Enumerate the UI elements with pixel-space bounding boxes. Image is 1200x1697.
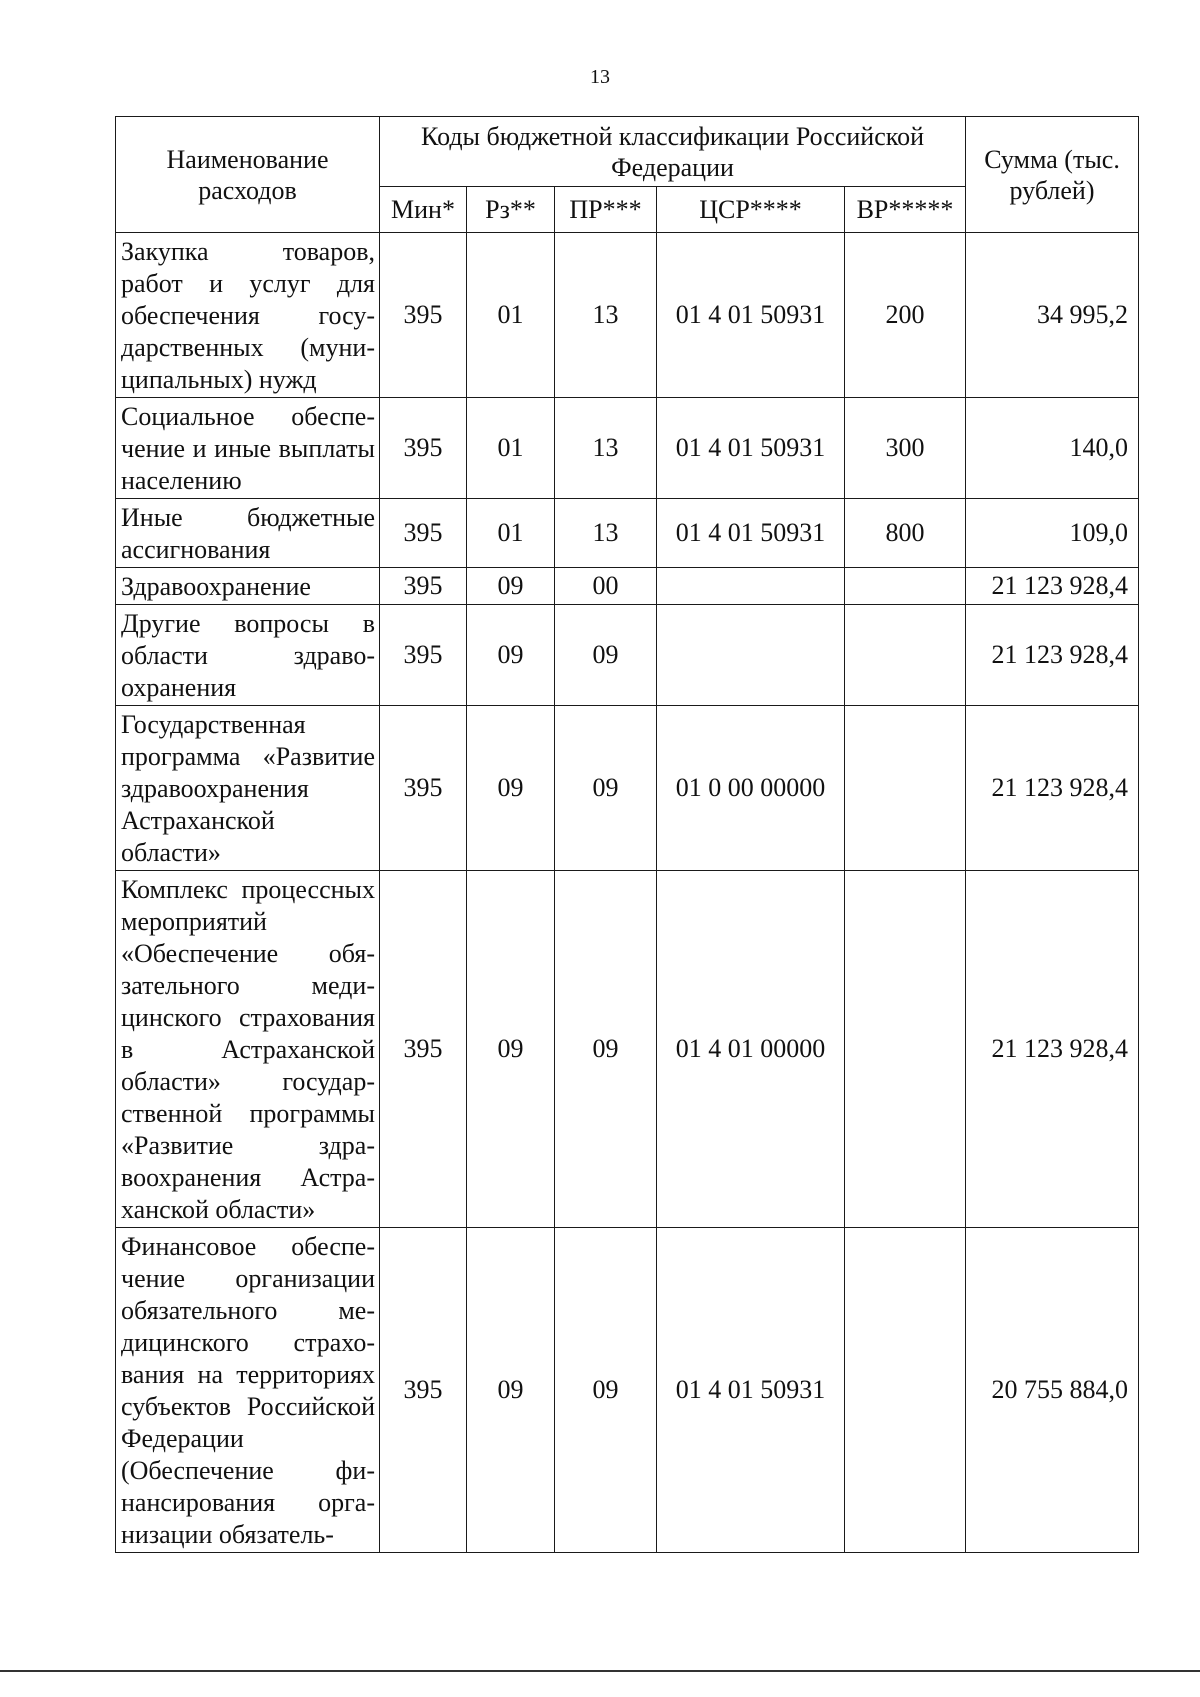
row-sum: 21 123 928,4 xyxy=(966,706,1139,871)
row-sum: 34 995,2 xyxy=(966,233,1139,398)
row-rz: 09 xyxy=(467,605,555,706)
row-csr: 01 4 01 00000 xyxy=(657,871,845,1228)
row-pr: 09 xyxy=(555,871,657,1228)
header-name: Наименование расходов xyxy=(116,117,380,233)
row-vr xyxy=(845,605,966,706)
header-csr: ЦСР**** xyxy=(657,187,845,233)
row-vr xyxy=(845,706,966,871)
row-min: 395 xyxy=(380,871,467,1228)
bottom-rule xyxy=(0,1670,1200,1672)
row-min: 395 xyxy=(380,706,467,871)
row-min: 395 xyxy=(380,605,467,706)
row-name: Здравоохранение xyxy=(116,568,380,605)
header-codes-group: Коды бюджетной классификации Российской Федерации xyxy=(380,117,966,187)
row-name: Другие вопросы в области здравоохранения xyxy=(116,605,380,706)
row-name: Комплекс процессных мероприятий «Обеспечение обязательного медицинского страхования в Астраханской области» государственной программы «Развитие здравоохранения Астраханской области» xyxy=(116,871,380,1228)
row-min: 395 xyxy=(380,233,467,398)
table-row xyxy=(116,233,1139,398)
row-pr: 09 xyxy=(555,706,657,871)
row-vr: 800 xyxy=(845,499,966,568)
header-pr: ПР*** xyxy=(555,187,657,233)
table-header xyxy=(116,117,1139,233)
row-csr: 01 4 01 50931 xyxy=(657,499,845,568)
row-csr: 01 4 01 50931 xyxy=(657,233,845,398)
row-rz: 01 xyxy=(467,233,555,398)
row-rz: 09 xyxy=(467,1228,555,1553)
row-rz: 09 xyxy=(467,568,555,605)
row-vr xyxy=(845,871,966,1228)
budget-table xyxy=(115,116,1139,1553)
row-min: 395 xyxy=(380,398,467,499)
header-vr: ВР***** xyxy=(845,187,966,233)
table-row xyxy=(116,499,1139,568)
row-csr xyxy=(657,568,845,605)
row-pr: 13 xyxy=(555,499,657,568)
row-min: 395 xyxy=(380,1228,467,1553)
row-rz: 09 xyxy=(467,706,555,871)
row-sum: 20 755 884,0 xyxy=(966,1228,1139,1553)
row-csr: 01 4 01 50931 xyxy=(657,398,845,499)
row-sum: 140,0 xyxy=(966,398,1139,499)
row-vr xyxy=(845,1228,966,1553)
row-rz: 01 xyxy=(467,398,555,499)
row-pr: 13 xyxy=(555,233,657,398)
row-pr: 13 xyxy=(555,398,657,499)
row-name: Финансовое обеспечение организации обязательного медицинского страхования на территориях субъектов Российской Федерации (Обеспечение финансирования организации обязатель- xyxy=(116,1228,380,1553)
row-sum: 109,0 xyxy=(966,499,1139,568)
row-vr xyxy=(845,568,966,605)
table-row xyxy=(116,568,1139,605)
row-csr xyxy=(657,605,845,706)
row-pr: 09 xyxy=(555,1228,657,1553)
row-rz: 01 xyxy=(467,499,555,568)
table-row xyxy=(116,398,1139,499)
page-number: 13 xyxy=(590,66,610,88)
row-sum: 21 123 928,4 xyxy=(966,568,1139,605)
row-csr: 01 0 00 00000 xyxy=(657,706,845,871)
row-min: 395 xyxy=(380,568,467,605)
row-pr: 00 xyxy=(555,568,657,605)
row-sum: 21 123 928,4 xyxy=(966,605,1139,706)
row-vr: 200 xyxy=(845,233,966,398)
row-vr: 300 xyxy=(845,398,966,499)
row-name: Иные бюджетные ассигнования xyxy=(116,499,380,568)
row-name: Социальное обеспечение и иные выплаты населению xyxy=(116,398,380,499)
row-csr: 01 4 01 50931 xyxy=(657,1228,845,1553)
table-row xyxy=(116,1228,1139,1553)
header-min: Мин* xyxy=(380,187,467,233)
row-name: Государственная программа «Развитие здравоохранения Астраханской области» xyxy=(116,706,380,871)
table-row xyxy=(116,871,1139,1228)
header-sum: Сумма (тыс. рублей) xyxy=(966,117,1139,233)
row-sum: 21 123 928,4 xyxy=(966,871,1139,1228)
row-pr: 09 xyxy=(555,605,657,706)
table-row xyxy=(116,605,1139,706)
row-rz: 09 xyxy=(467,871,555,1228)
table-row xyxy=(116,706,1139,871)
row-name: Закупка товаров, работ и услуг для обеспечения государственных (муниципальных) нужд xyxy=(116,233,380,398)
header-rz: Рз** xyxy=(467,187,555,233)
row-min: 395 xyxy=(380,499,467,568)
